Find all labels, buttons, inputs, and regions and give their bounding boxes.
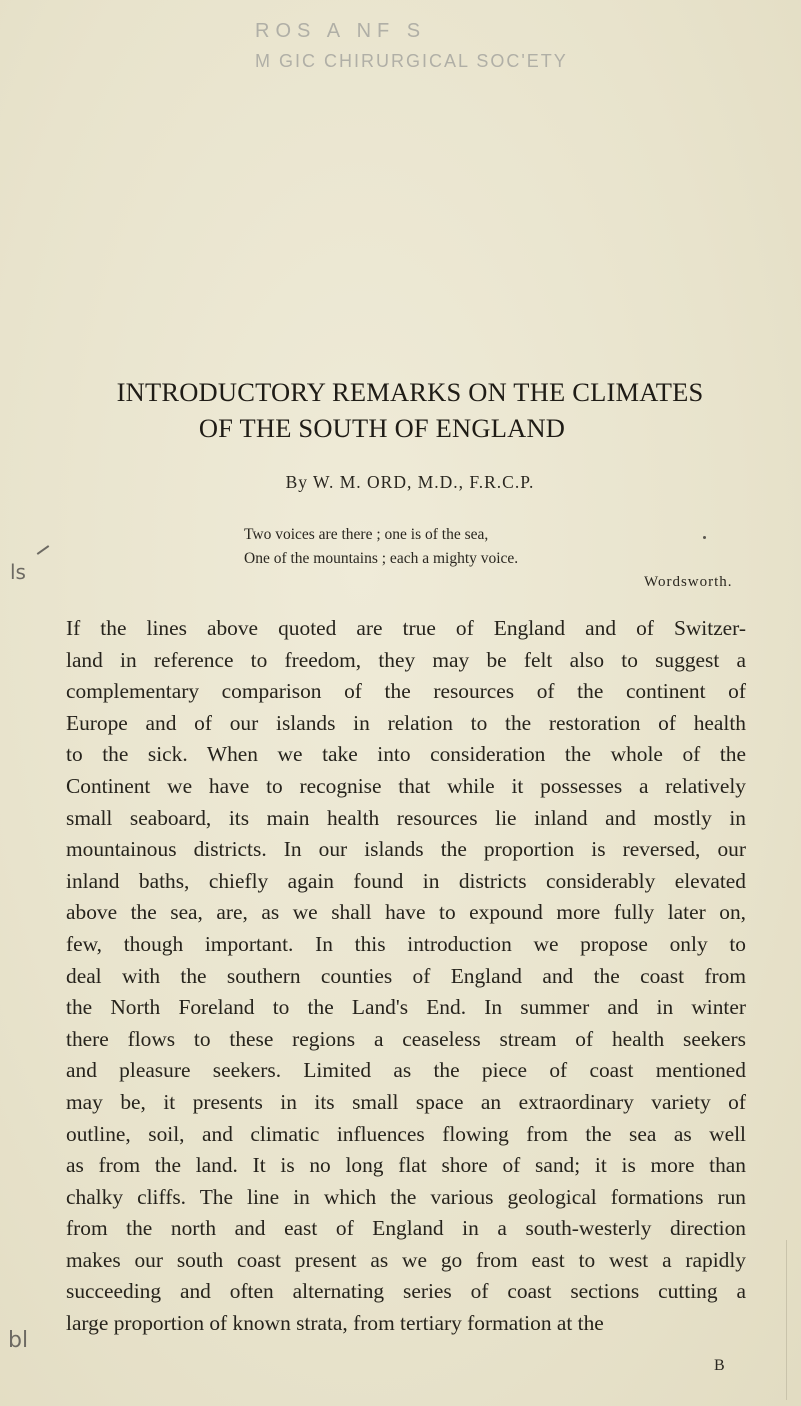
author-byline: By W. M. ORD, M.D., F.R.C.P. [285,472,535,492]
body-line: inland baths, chiefly again found in districts considerably elevated [66,868,746,893]
signature-mark: B [714,1357,725,1374]
epigraph-line-1: Two voices are there ; one is of the sea, [244,526,489,543]
body-line: If the lines above quoted are true of England and of Switzer- [66,616,746,640]
body-line: above the sea, are, as we shall have to expound more fully later on, [66,900,746,925]
library-stamp [255,16,795,76]
margin-pencil-tick [37,545,50,555]
body-line: may be, it presents in its small space an extraordinary variety of [66,1089,746,1114]
stamp-line-2: M GIC CHIRURGICAL SOC'ETY [255,51,568,71]
body-line: complementary comparison of the resources of the continent of [66,679,746,704]
body-line: the North Foreland to the Land's End. In summer and in winter [66,995,746,1020]
page-title-line-1: INTRODUCTORY REMARKS ON THE CLIMATES [116,377,704,407]
body-line: small seaboard, its main health resources lie inland and mostly in [66,805,746,830]
body-paragraph [66,613,746,1340]
margin-pencil-mark-lower: bl [8,1328,29,1353]
body-line: to the sick. When we take into consideration the whole of the [66,742,746,767]
body-line: chalky cliffs. The line in which the various geological formations run [66,1184,746,1209]
body-line: land in reference to freedom, they may be felt also to suggest a [66,647,746,672]
body-line: Continent we have to recognise that while it possesses a relatively [66,773,746,798]
page-title-line-2: OF THE SOUTH OF ENGLAND [198,413,566,443]
body-line: from the north and east of England in a south-westerly direction [66,1216,746,1241]
page-edge-line [786,1240,787,1400]
epigraph-attribution: Wordsworth. [644,574,733,590]
body-line: outline, soil, and climatic influences flowing from the sea as well [66,1121,746,1146]
stamp-line-1: ROS A NF S [255,20,427,42]
body-line: and pleasure seekers. Limited as the piece of coast mentioned [66,1058,746,1083]
body-line: Europe and of our islands in relation to the restoration of health [66,710,746,735]
body-line: few, though important. In this introduction we propose only to [66,931,746,956]
body-line: large proportion of known strata, from tertiary formation at the [66,1311,604,1336]
body-line: as from the land. It is no long flat shore of sand; it is more than [66,1153,746,1178]
body-line: deal with the southern counties of England and the coast from [66,963,746,988]
body-line: mountainous districts. In our islands the proportion is reversed, our [66,837,746,862]
epigraph-line-2: One of the mountains ; each a mighty voice. [244,550,519,567]
body-line: succeeding and often alternating series of coast sections cutting a [66,1279,746,1304]
margin-pencil-mark-upper: ls [10,560,26,584]
margin-dot [703,536,706,539]
body-line: there flows to these regions a ceaseless stream of health seekers [66,1026,746,1051]
body-line: makes our south coast present as we go from east to west a rapidly [66,1247,746,1272]
